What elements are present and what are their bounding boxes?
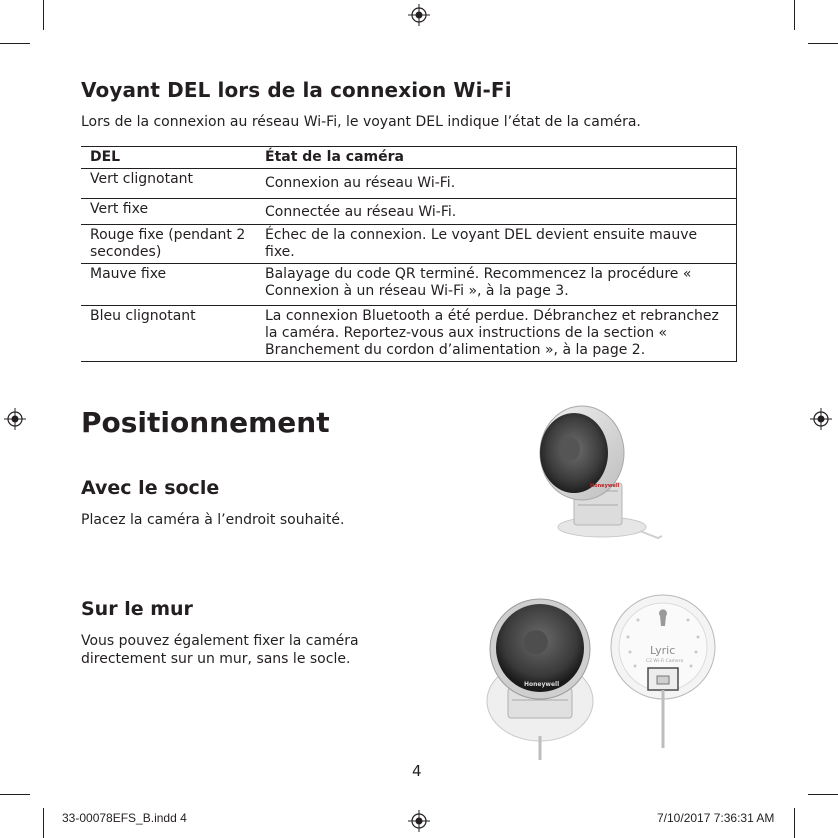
table-row	[81, 225, 737, 264]
led-cell: Vert fixe	[81, 199, 256, 225]
section-title: Voyant DEL lors de la connexion Wi-Fi	[81, 78, 512, 102]
positioning-title: Positionnement	[81, 406, 330, 439]
crop-mark	[43, 0, 44, 30]
state-cell: La connexion Bluetooth a été perdue. Débranchez et rebranchez la caméra. Reportez-vous aux instructions de la section « Branchement du cordon d’alimentation », à la page 2.	[256, 306, 737, 362]
wall-subtitle: Sur le mur	[81, 598, 193, 620]
table-row	[81, 199, 737, 225]
product-logo-text: Lyric	[650, 644, 676, 657]
crop-mark	[0, 794, 30, 795]
slug-datetime: 7/10/2017 7:36:31 AM	[657, 811, 775, 825]
brand-logo-text: Honeywell	[524, 681, 560, 688]
crop-mark	[0, 43, 30, 44]
stand-subtitle: Avec le socle	[81, 477, 220, 499]
led-status-table	[81, 146, 737, 362]
registration-mark-icon	[408, 810, 430, 832]
led-cell: Bleu clignotant	[81, 306, 256, 362]
crop-mark	[808, 794, 838, 795]
crop-mark	[794, 808, 795, 838]
camera-wall-back-image	[608, 592, 718, 752]
page-number: 4	[412, 762, 422, 780]
brand-logo-text: Honeywell	[590, 483, 620, 489]
registration-mark-icon	[810, 408, 832, 430]
table-header-row	[81, 147, 737, 169]
registration-mark-icon	[408, 4, 430, 26]
crop-mark	[43, 808, 44, 838]
crop-mark	[808, 43, 838, 44]
camera-wall-front-image	[484, 596, 596, 760]
wall-text: Vous pouvez également fixer la caméra directement sur un mur, sans le socle.	[81, 633, 359, 667]
table-row	[81, 306, 737, 362]
camera-on-stand-image	[530, 405, 665, 547]
registration-mark-icon	[4, 408, 26, 430]
led-cell: Mauve fixe	[81, 264, 256, 306]
table-row	[81, 169, 737, 199]
state-cell: Balayage du code QR terminé. Recommencez la procédure « Connexion à un réseau Wi-Fi », à la page 3.	[256, 264, 737, 306]
slug-filename: 33-00078EFS_B.indd 4	[62, 811, 187, 825]
state-cell: Connectée au réseau Wi-Fi.	[256, 199, 737, 225]
state-cell: Connexion au réseau Wi-Fi.	[256, 169, 737, 199]
column-header-state: État de la caméra	[256, 147, 737, 169]
state-cell: Échec de la connexion. Le voyant DEL devient ensuite mauve fixe.	[256, 225, 737, 264]
stand-text: Placez la caméra à l’endroit souhaité.	[81, 512, 345, 528]
product-sub-text: C2 Wi-Fi Camera	[646, 659, 684, 664]
section-intro: Lors de la connexion au réseau Wi-Fi, le voyant DEL indique l’état de la caméra.	[81, 114, 641, 130]
crop-mark	[794, 0, 795, 30]
led-cell: Vert clignotant	[81, 169, 256, 199]
table-row	[81, 264, 737, 306]
led-cell: Rouge fixe (pendant 2 secondes)	[81, 225, 256, 264]
column-header-led: DEL	[81, 147, 256, 169]
